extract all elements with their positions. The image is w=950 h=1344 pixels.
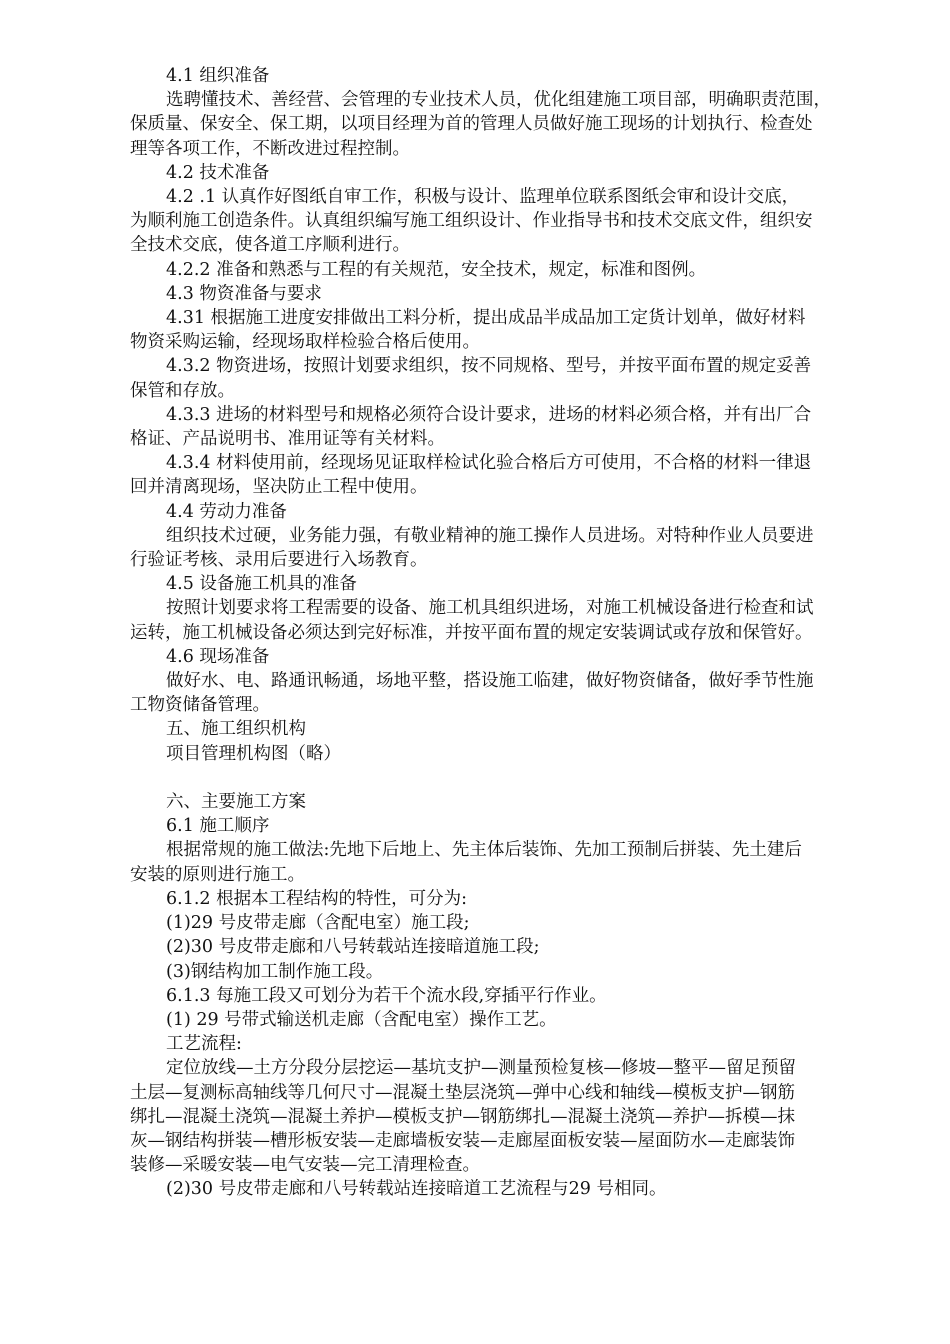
text-line: 回并清离现场，坚决防止工程中使用。 <box>130 477 428 498</box>
text-line: 行验证考核、录用后要进行入场教育。 <box>130 550 428 571</box>
text-line: (3)钢结构加工制作施工段。 <box>166 961 384 982</box>
text-line: 工艺流程: <box>166 1034 242 1055</box>
text-line: 4.2 技术准备 <box>166 162 270 183</box>
text-line: 组织技术过硬，业务能力强，有敬业精神的施工操作人员进场。对特种作业人员要进 <box>166 525 814 546</box>
text-line: 4.2.2 准备和熟悉与工程的有关规范，安全技术，规定，标准和图例。 <box>166 259 707 280</box>
text-line: 定位放线—土方分段分层挖运—基坑支护—测量预检复核—修坡—整平—留足预留 <box>166 1058 796 1079</box>
text-line: 做好水、电、路通讯畅通，场地平整，搭设施工临建，做好物资储备，做好季节性施 <box>166 671 814 692</box>
text-line: (2)30 号皮带走廊和八号转载站连接暗道施工段; <box>166 937 540 958</box>
text-line: 保质量、保安全、保工期，以项目经理为首的管理人员做好施工现场的计划执行、检查处 <box>130 114 813 135</box>
text-line: 4.3.2 物资进场，按照计划要求组织，按不同规格、型号，并按平面布置的规定妥善 <box>166 356 812 377</box>
text-line: 运转，施工机械设备必须达到完好标准，并按平面布置的规定安装调试或存放和保管好。 <box>130 622 813 643</box>
text-line: 根据常规的施工做法:先地下后地上、先主体后装饰、先加工预制后拼装、先土建后 <box>166 840 802 861</box>
text-line: 4.3 物资准备与要求 <box>166 283 322 304</box>
text-line: 选聘懂技术、善经营、会管理的专业技术人员，优化组建施工项目部，明确职责范围， <box>166 90 831 111</box>
text-line: (2)30 号皮带走廊和八号转载站连接暗道工艺流程与29 号相同。 <box>166 1179 667 1200</box>
text-line: 按照计划要求将工程需要的设备、施工机具组织进场，对施工机械设备进行检查和试 <box>166 598 814 619</box>
text-line: 安装的原则进行施工。 <box>130 864 305 885</box>
text-line: 装修—采暖安装—电气安装—完工清理检查。 <box>130 1155 480 1176</box>
text-line: 4.2 .1 认真作好图纸自审工作，积极与设计、监理单位联系图纸会审和设计交底， <box>166 187 800 208</box>
text-line: 4.3.3 进场的材料型号和规格必须符合设计要求，进场的材料必须合格，并有出厂合 <box>166 404 812 425</box>
text-line: 项目管理机构图（略） <box>166 743 341 764</box>
text-line: 4.6 现场准备 <box>166 646 270 667</box>
text-line: 4.3.4 材料使用前，经现场见证取样检试化验合格后方可使用，不合格的材料一律退 <box>166 453 812 474</box>
blank-line <box>130 766 870 790</box>
text-line: 4.1 组织准备 <box>166 66 270 86</box>
text-line: (1)29 号皮带走廊（含配电室）施工段; <box>166 913 470 934</box>
text-line: 为顺利施工创造条件。认真组织编写施工组织设计、作业指导书和技术交底文件，组织安 <box>130 211 813 232</box>
text-line: (1) 29 号带式输送机走廊（含配电室）操作工艺。 <box>166 1009 557 1030</box>
text-line: 格证、产品说明书、准用证等有关材料。 <box>130 429 445 450</box>
text-line: 绑扎—混凝土浇筑—混凝土养护—模板支护—钢筋绑扎—混凝土浇筑—养护—拆模—抹 <box>130 1106 795 1127</box>
text-line: 全技术交底，使各道工序顺利进行。 <box>130 235 410 256</box>
text-line: 4.31 根据施工进度安排做出工料分析，提出成品半成品加工定货计划单，做好材料 <box>166 308 806 329</box>
text-line: 灰—钢结构拼装—槽形板安装—走廊墙板安装—走廊屋面板安装—屋面防水—走廊装饰 <box>130 1130 795 1151</box>
document-body <box>130 64 870 1202</box>
text-line: 6.1.3 每施工段又可划分为若干个流水段,穿插平行作业。 <box>166 985 607 1006</box>
text-line: 4.5 设备施工机具的准备 <box>166 574 357 595</box>
text-line: 4.4 劳动力准备 <box>166 501 287 522</box>
text-line: 保管和存放。 <box>130 380 235 401</box>
text-line: 五、施工组织机构 <box>166 719 306 740</box>
text-line: 六、主要施工方案 <box>166 792 306 813</box>
text-line: 理等各项工作，不断改进过程控制。 <box>130 138 410 159</box>
text-line: 6.1.2 根据本工程结构的特性，可分为: <box>166 888 467 909</box>
text-line: 土层—复测标高轴线等几何尺寸—混凝土垫层浇筑—弹中心线和轴线—模板支护—钢筋 <box>130 1082 795 1103</box>
text-line: 6.1 施工顺序 <box>166 816 270 837</box>
text-line: 物资采购运输，经现场取样检验合格后使用。 <box>130 332 480 353</box>
text-line: 工物资储备管理。 <box>130 695 270 716</box>
